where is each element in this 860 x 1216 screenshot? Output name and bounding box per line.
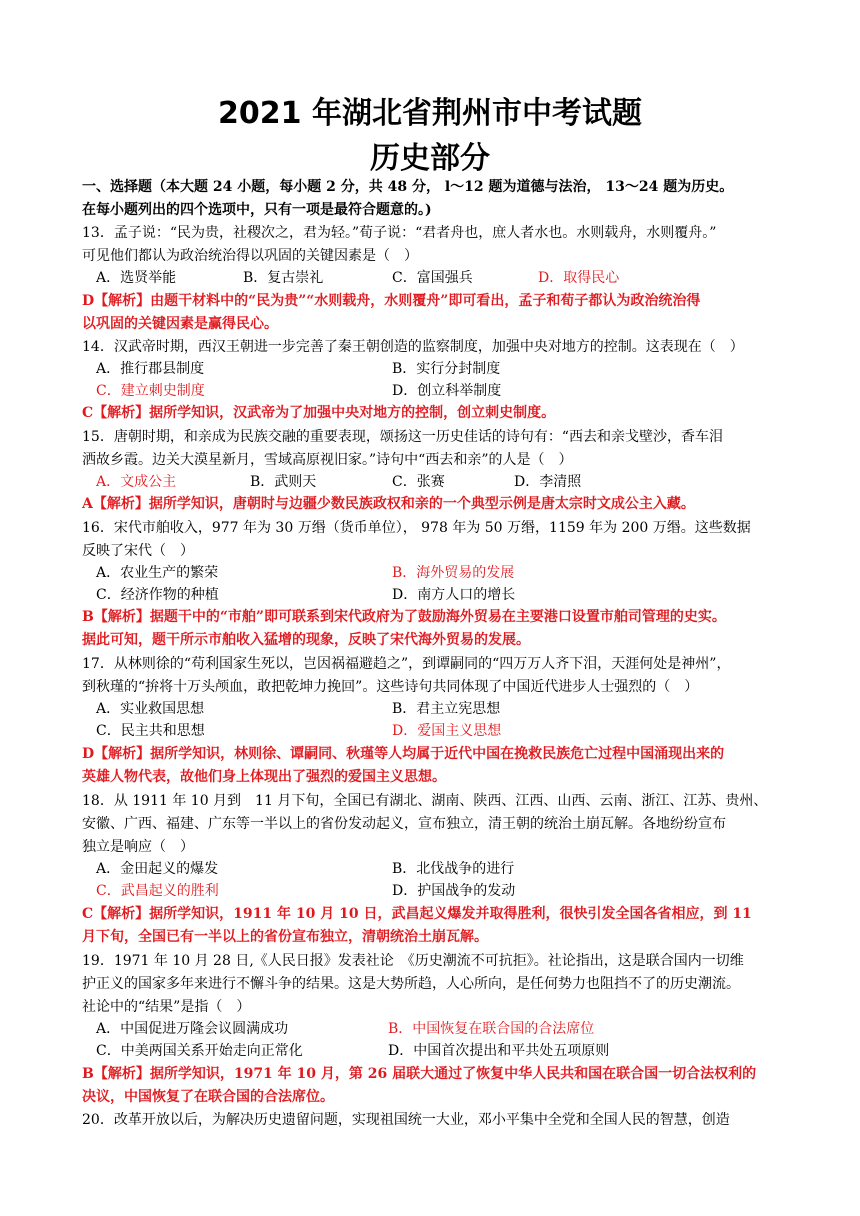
q18-option-a: A．金田起义的爆发 [96, 861, 219, 877]
q15-explanation-line1: A【解析】据所学知识，唐朝时与边疆少数民族政权和亲的一个典型示例是唐太宗时文成公主入藏。 [82, 496, 695, 512]
q16-stem-line2: 反映了宋代（ ） [82, 543, 194, 559]
q17-stem-line1: 17．从林则徐的“苟利国家生死以，岂因祸福避趋之”，到谭嗣同的“四万万人齐下泪，天涯何处是神州”， [82, 656, 731, 672]
q17-stem-line2: 到秋瑾的“拚将十万头颅血，敢把乾坤力挽回”。这些诗句共同体现了中国近代进步人士强烈的（ ） [82, 679, 699, 695]
q15-stem-line2: 洒故乡霞。边关大漠星新月，雪域高原视旧家。”诗句中“西去和亲”的人是（ ） [82, 452, 573, 468]
q14-option-b: B．实行分封制度 [392, 361, 501, 377]
q13-explanation-line2: 以巩固的关键因素是赢得民心。 [82, 316, 278, 332]
q16-stem-line1: 16．宋代市舶收入，977 年为 30 万缗（货币单位）， 978 年为 50 万缗，1159 年为 200 万缗。这些数据 [82, 520, 751, 536]
q17-option-a: A．实业救国思想 [96, 701, 205, 717]
q18-option-c: C．武昌起义的胜利 [96, 883, 219, 899]
q18-stem-line1: 18．从 1911 年 10 月到 11 月下旬，全国已有湖北、湖南、陕西、江西、山西、云南、浙江、江苏、贵州、 [82, 793, 768, 809]
q14-option-a: A．推行郡县制度 [96, 361, 205, 377]
q18-stem-line3: 独立是响应（ ） [82, 839, 194, 855]
q14-stem-line1: 14．汉武帝时期，西汉王朝进一步完善了秦王朝创造的监察制度，加强中央对地方的控制。这表现在（ ） [82, 339, 744, 355]
q15-option-d: D．李清照 [514, 474, 582, 490]
q13-stem-line2: 可见他们都认为政治统治得以巩固的关键因素是（ ） [82, 248, 418, 264]
q17-option-c: C．民主共和思想 [96, 723, 205, 739]
q19-stem-line2: 护正义的国家多年来进行不懈斗争的结果。这是大势所趋，人心所向，是任何势力也阻挡不了的历史潮流。 [82, 976, 740, 992]
q19-option-d: D．中国首次提出和平共处五项原则 [388, 1043, 610, 1059]
q17-explanation-line1: D【解析】据所学知识，林则徐、谭嗣同、秋瑾等人均属于近代中国在挽救民族危亡过程中国涌现出来的 [82, 746, 725, 762]
q19-option-a: A．中国促进万隆会议圆满成功 [96, 1021, 289, 1037]
q13-option-a: A．选贤举能 [96, 270, 177, 286]
q16-explanation-line2: 据此可知，题干所示市舶收入猛增的现象，反映了宋代海外贸易的发展。 [82, 632, 530, 648]
q16-option-b: B．海外贸易的发展 [392, 565, 515, 581]
q19-explanation-line1: B【解析】据所学知识，1971 年 10 月，第 26 届联大通过了恢复中华人民共和国在联合国一切合法权利的 [82, 1066, 757, 1082]
q13-explanation-line1: D【解析】由题干材料中的“民为贵”“水则载舟，水则覆舟”即可看出，孟子和荀子都认为政治统治得 [82, 293, 701, 309]
q13-option-c: C．富国强兵 [392, 270, 473, 286]
q13-stem-line1: 13．孟子说：“民为贵，社稷次之，君为轻。”荀子说：“君者舟也，庶人者水也。水则载舟，水则覆舟。” [82, 225, 717, 241]
q14-option-c: C．建立刺史制度 [96, 383, 205, 399]
q19-stem-line1: 19．1971 年 10 月 28 日,《人民日报》发表社论 《历史潮流不可抗拒》。社论指出，这是联合国内一切维 [82, 953, 744, 969]
q17-option-b: B．君主立宪思想 [392, 701, 501, 717]
q17-explanation-line2: 英雄人物代表，故他们身上体现出了强烈的爱国主义思想。 [82, 769, 446, 785]
q17-option-d: D．爱国主义思想 [392, 723, 502, 739]
q16-option-d: D．南方人口的增长 [392, 587, 516, 603]
q18-explanation-line1: C【解析】据所学知识，1911 年 10 月 10 日，武昌起义爆发并取得胜利，很快引发全国各省相应，到 11 [82, 906, 752, 922]
q15-option-a: A．文成公主 [96, 474, 177, 490]
q14-option-d: D．创立科举制度 [392, 383, 502, 399]
q13-option-b: B．复古崇礼 [243, 270, 324, 286]
q15-option-b: B．武则天 [250, 474, 317, 490]
q19-option-b: B．中国恢复在联合国的合法席位 [388, 1021, 595, 1037]
q18-explanation-line2: 月下旬，全国已有一半以上的省份宣布独立，清朝统治土崩瓦解。 [82, 929, 488, 945]
q14-explanation-line1: C【解析】据所学知识，汉武帝为了加强中央对地方的控制，创立刺史制度。 [82, 405, 556, 421]
q13-option-d: D．取得民心 [538, 270, 620, 286]
q18-stem-line2: 安徽、广西、福建、广东等一半以上的省份发动起义，宣布独立，清王朝的统治土崩瓦解。各地纷纷宣布 [82, 816, 726, 832]
q19-explanation-line2: 决议，中国恢复了在联合国的合法席位。 [82, 1089, 334, 1105]
page-title: 2021 年湖北省荆州市中考试题 [218, 96, 642, 131]
q16-option-c: C．经济作物的种植 [96, 587, 219, 603]
q19-option-c: C．中美两国关系开始走向正常化 [96, 1043, 303, 1059]
q20-stem-line1: 20．改革开放以后，为解决历史遗留问题，实现祖国统一大业，邓小平集中全党和全国人民的智慧，创造 [82, 1112, 730, 1128]
section-instructions-line1: 一、选择题（本大题 24 小题，每小题 2 分，共 48 分， l～12 题为道德与法治， 13～24 题为历史。 [82, 179, 734, 195]
q18-option-d: D．护国战争的发动 [392, 883, 516, 899]
q15-stem-line1: 15．唐朝时期，和亲成为民族交融的重要表现，颂扬这一历史佳话的诗句有：“西去和亲戈壁沙，香车泪 [82, 429, 723, 445]
q15-option-c: C．张赛 [392, 474, 445, 490]
q16-explanation-line1: B【解析】据题干中的“市舶”即可联系到宋代政府为了鼓励海外贸易在主要港口设置市舶司管理的史实。 [82, 609, 726, 625]
section-instructions-line2: 在每小题列出的四个选项中，只有一项是最符合题意的。) [82, 202, 432, 218]
q16-option-a: A．农业生产的繁荣 [96, 565, 219, 581]
page-subtitle: 历史部分 [370, 141, 490, 176]
q18-option-b: B．北伐战争的进行 [392, 861, 515, 877]
q19-stem-line3: 社论中的“结果”是指（ ） [82, 999, 251, 1015]
